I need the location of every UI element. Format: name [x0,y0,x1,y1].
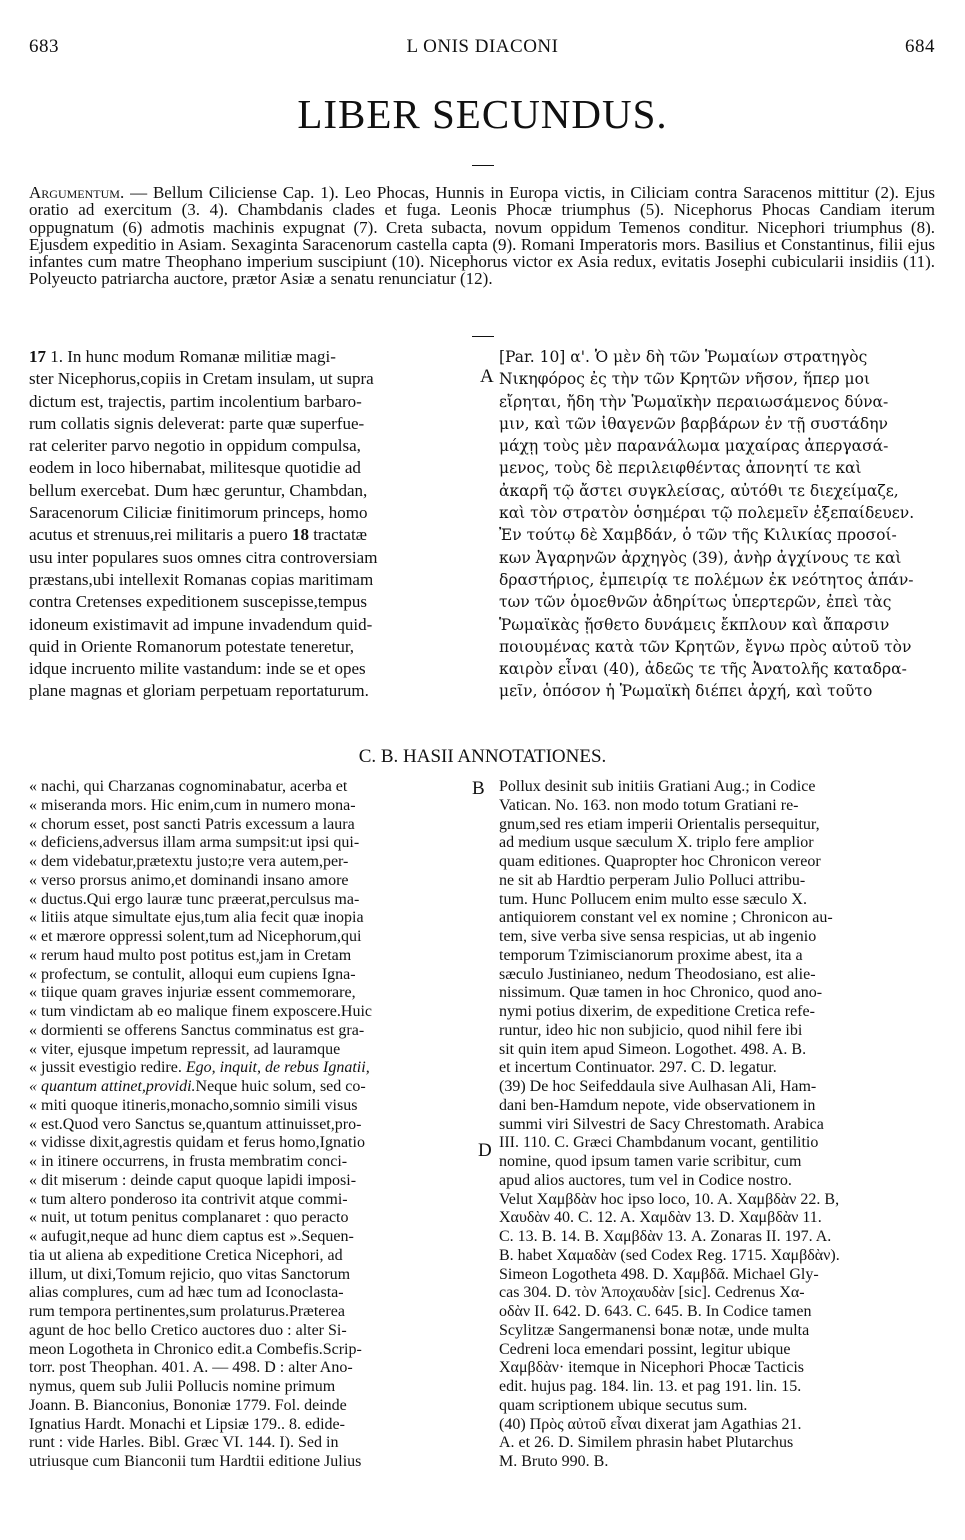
greek-line: καὶ τὸν στρατὸν ὁσημέραι τῷ πολεμεῖν ἐξεπαίδευεν. [499,504,915,523]
annotation-line: « viter, ejusque impetum repressit, ad lauramque [29,1040,341,1058]
annotation-line: « dormienti se offerens Sanctus comminatus est gra- [29,1021,365,1039]
annotation-line: M. Bruto 990. B. [499,1453,609,1470]
title-rule [472,165,494,166]
running-title: L ONIS DIACONI [406,36,559,57]
annotation-line: quam editiones. Quapropter hoc Chronicon vereor [499,853,821,870]
annotation-line: « rerum haud multo post potitus est,jam in Cretam [29,946,352,964]
annotation-line: quam scriptionem ubique secutus sum. [499,1396,748,1414]
greek-line: μάχῃ τοὺς μὲν παρανάλωμα μαχαίρας ἀπεργασά- [499,437,889,456]
greek-line: Ῥωμαϊκὰς ᾔσθετο δυνάμεις ἔκπλουν καὶ ἄπαρσιν [499,615,890,634]
annotation-line: « tiique quam graves injuriæ essent commemorare, [29,984,356,1002]
greek-line: ἀκαρῆ τῷ ἄστει συγκλείσας, αὐτόθι τε διεχείμαζε, [499,481,899,500]
annotation-line: apud alios auctores, tum vel in Codice nostro. [499,1171,792,1189]
annotation-line: « tum vindictam ab eo malique finem exposcere.Huic [29,1003,372,1020]
annotation-line: et incertum Continuator. 297. C. D. legatur. [499,1059,777,1077]
latin-line: 17 1. In hunc modum Romanæ militiæ magi- [29,347,336,366]
annotation-line: edit. hujus pag. 184. lin. 13. et pag 191. lin. 15. [499,1378,802,1395]
annotation-line: « nuit, ut totum penitus complanaret : quo peracto [29,1209,349,1227]
greek-text-column [499,346,935,703]
greek-line: εἴρηται, ἤδη τὴν Ῥωμαϊκὴν περαιωσάμενος δύνα- [499,392,889,411]
annotation-line: « in itinere occurrens, in frusta membratim conci- [29,1153,348,1170]
annotation-line: Ignatius Hardt. Monachi et Lipsiæ 179.. 8. edide- [29,1415,345,1433]
greek-line: μενος, τοὺς δὲ περιλειφθέντας ἀπονητί τε καὶ [499,459,862,478]
page-number-left: 683 [29,36,59,57]
latin-line: præstans,ubi intellexit Romanas copias maritimam [29,569,374,589]
greek-line: των τῶν ὁμοεθνῶν ἀδηρίτως ὑπερτερῶν, ἐπεὶ τὰς [499,593,892,612]
annotation-line: οδὰν II. 642. D. 643. C. 645. B. In Codice tamen [499,1303,812,1320]
annotation-line: runtur, ideo hic non subjicio, quod nihil fere ibi [499,1021,803,1039]
annotation-line: dani ben-Hamdum nepote, vide observationem in [499,1096,816,1114]
latin-text-column [29,346,469,703]
latin-line: idoneum existimavit ad impune invadendum quid- [29,614,373,634]
annotation-line: « ductus.Qui ergo lauræ tunc præerat,perculsus ma- [29,890,360,908]
annotation-line: « nachi, qui Charzanas cognominabatur, acerba et [29,778,348,795]
annotation-line: Vatican. No. 163. non modo totum Gratiani re- [499,796,799,814]
annotation-line: « vidisse dixit,agrestis quidam et ferus homo,Ignatio [29,1134,365,1152]
annotations-right-column [499,778,935,1472]
annotation-line: tia ut aliena ab expeditione Cretica Nicephori, ad [29,1246,343,1264]
greek-line: Ἐν τούτῳ δὲ Χαμβδάν, ὁ τῶν τῆς Κιλικίας προσοί- [499,526,897,545]
annotation-line: C. 13. B. 14. B. Χαμβδὰν 13. A. Zonaras II. 197. A. [499,1228,832,1245]
annotation-line: nymus, quem sub Julii Pollucis nomine primum [29,1378,336,1395]
annotation-line: tum. Hunc Pollucem enim multo esse sæculo X. [499,890,807,908]
argument-rule [472,336,494,337]
margin-marker-b: B [472,778,485,799]
annotation-line: (40) Πρὸς αὐτοῦ εἶναι dixerat jam Agathias 21. [499,1415,802,1433]
latin-line: plane magnas et gloriam perpetuam reportaturum. [29,681,369,701]
section-page-number: 17 [29,347,46,366]
annotation-line: (39) De hoc Seifeddaula sive Aulhasan Ali, Ham- [499,1078,817,1095]
annotation-line: « quantum attinet,providi.Neque huic solum, sed co- [29,1078,366,1095]
annotation-line: « tum altero ponderoso ita contrivit atque commi- [29,1190,348,1208]
greek-line: μιν, καὶ τῶν ἰθαγενῶν βαρβάρων ἐν τῇ συστάδην [499,414,888,433]
latin-line: rum collatis signis deleverat: parte quæ superfue- [29,413,365,433]
annotation-line: « chorum esset, post sancti Patris excessum a laura [29,815,355,833]
annotation-line: A. et 26. D. Similem phrasin habet Plutarchus [499,1434,794,1452]
annotation-line: runt : vide Harles. Bibl. Græc VI. 144. I). Sed in [29,1434,339,1452]
latin-line: bellum exercebat. Dum hæc geruntur, Chambdan, [29,480,368,500]
annotation-line: « et mærore oppressi solent,tum ad Nicephorum,qui [29,928,362,945]
annotation-line: Χαυδὰν 40. C. 12. A. Χαμδὰν 13. D. Χαμβδὰν 11. [499,1209,822,1227]
annotation-line: illum, ut dixi,Tomum rejicio, quo vitas Sanctorum [29,1265,351,1283]
annotation-line: « dit miserum : deinde caput quoque lapidi imposi- [29,1171,357,1189]
annotation-line: B. habet Χαμαδὰν (sed Codex Reg. 1715. Χαμβδὰν). [499,1246,840,1264]
annotation-line: Joann. B. Bianconius, Bononiæ 1779. Fol. deinde [29,1396,347,1414]
annotation-line: Scylitzæ Sangermanensi bonæ notæ, unde multa [499,1321,810,1339]
latin-line: acutus et strenuus,rei militaris a puero 18 tractatæ [29,525,368,545]
latin-line: ster Nicephorus,copiis in Cretam insulam, ut supra [29,369,374,389]
annotation-italic: Ego, inquit, de rebus Ignatii, [185,1059,370,1077]
annotation-line: Simeon Logotheta 498. D. Χαμβδᾶ. Michael Gly- [499,1265,819,1283]
latin-line: dictum est, trajectis, partim incolentium barbaro- [29,391,362,411]
annotation-line: « deficiens,adversus illam arma sumpsit:ut ipsi qui- [29,834,360,852]
annotation-line: nomine, quod ipsum tamen varie scribitur, cum [499,1153,802,1170]
annotation-line: rum tempora pertinentes,sum prolaturus.Præterea [29,1303,345,1320]
annotation-line: nymi potius dixerim, de expeditione Cretica refe- [499,1003,815,1020]
argument-text: — Bellum Ciliciense Cap. 1). Leo Phocas, Hunnis in Europa victis, in Ciliciam contra Saracenos mittitur (2). Ejus oratio ad exercitum (3. 4). Chambdanis clades et fuga. Leonis Phocæ triumphus (5). Nicephorus Phocas Candiam iterum oppugnatum (6) admotis machinis expugnat (7). Creta subacta, novum oppidum Temenos conditur. Nicephori triumphus (8). Ejusdem expeditio in Asiam. Sexaginta Saracenorum castella capta (9). Romani Imperatoris mors. Basilius et Constantinus, filii ejus infantes cum matre Theophano imperium suscipiunt (10). Nicephorus victor ex Asia redux, evitatis Josephi cubicularii insidiis (11). Polyeucto patriarcha auctore, prætor Asiæ a senatu renunciatur (12). [29,183,935,289]
greek-line: κων Ἀγαρηνῶν ἀρχηγὸς (39), ἀνὴρ ἀγχίνους τε καὶ [499,548,902,567]
annotations-title: C. B. HASII ANNOTATIONES. [358,746,607,767]
latin-line: usu inter populares suos omnes citra controversiam [29,547,378,567]
annotation-line: antiquiorem constant vel ex nomine ; Chronicon au- [499,909,833,927]
page-number-right: 684 [905,36,935,57]
annotation-line: « miseranda mors. Hic enim,cum in numero mona- [29,796,356,814]
annotation-line: torr. post Theophan. 401. A. — 498. D : alter Ano- [29,1359,353,1377]
annotation-line: Χαμβδὰν· itemque in Nicephori Phocæ Tacticis [499,1359,805,1377]
book-title: LIBER SECUNDUS. [297,91,668,137]
annotation-line: « litiis atque simultate ejus,tum alia fecit quæ inopia [29,909,364,927]
annotation-line: ne sit ab Hardtio perperam Julio Polluci attribu- [499,871,806,889]
annotation-line: « est.Quod vero Sanctus se,quantum attinuisset,pro- [29,1115,362,1133]
annotation-line: agunt de hoc bello Cretico auctores duo : alter Si- [29,1321,347,1339]
greek-line: [Par. 10] α'. Ὁ μὲν δὴ τῶν Ῥωμαίων στρατηγὸς [499,348,868,366]
annotation-line: Velut Χαμβδὰν hoc ipso loco, 10. A. Χαμβδὰν 22. B, [499,1190,840,1208]
annotation-line: « profectum, se contulit, alloqui eum cupiens Igna- [29,965,356,983]
annotation-line: « jussit evestigio redire. Ego, inquit, de rebus Ignatii, [29,1059,370,1077]
latin-line: contra Cretenses expeditionem suscepisse,tempus [29,592,368,612]
annotation-line: III. 110. C. Græci Chambdanum vocant, gentilitio [499,1134,819,1152]
annotation-line: nissimum. Quæ tamen in hoc Chronico, quod ano- [499,984,823,1002]
annotation-line: Cedreni loca emendari possint, legitur ubique [499,1340,791,1358]
annotation-line: cas 304. D. τὸν Ἀποχαυδὰν [sic]. Cedrenus Χα- [499,1284,805,1302]
annotation-line: « dem videbatur,prætextu justo;re vera autem,per- [29,853,349,870]
margin-marker-d: D [478,1140,492,1161]
argument-label: Argumentum. [29,183,125,202]
latin-line: idque incruento milite vastandum: inde se et opes [29,659,366,679]
greek-line: δραστήριος, ἐμπειρίᾳ τε πολέμων ἐκ νεότητος ἁπάν- [499,570,914,589]
annotation-line: tem, sive verba sive sensa respicias, ut ab ingenio [499,928,817,945]
latin-line: rat celeriter parvo negotio in oppidum compulsa, [29,436,361,456]
latin-line: Saracenorum Ciliciæ finitimorum princeps, homo [29,503,368,523]
annotation-line: ad medium usque sæculum X. triplo fere amplior [499,834,814,852]
annotation-line: summi viri Silvestri de Sacy Chrestomath. Arabica [499,1115,824,1133]
annotation-line: alias complures, cum ad hæc tum ad Iconoclasta- [29,1284,344,1302]
greek-line: καιρὸν εἶναι (40), ἀδεῶς τε τῆς Ἀνατολῆς καταδρα- [499,660,907,679]
inline-page-number: 18 [291,525,309,545]
greek-line: Νικηφόρος ἐς τὴν τῶν Κρητῶν νῆσον, ἥπερ μοι [499,370,871,389]
annotation-line: temporum Tzimiscianorum proxime abest, ita a [499,946,803,964]
annotation-line: Pollux desinit sub initiis Gratiani Aug.; in Codice [499,778,816,795]
section-number: 1. [50,347,63,366]
latin-line: quid in Oriente Romanorum potestate teneretur, [29,636,355,656]
annotation-line: « miti quoque itineris,monacho,somnio simili visus [29,1096,358,1114]
annotation-line: sæculo Justinianeo, nedum Theodosiano, est alie- [499,965,816,983]
annotation-line: gnum,sed res etiam imperii Orientalis persequitur, [499,815,820,833]
latin-line: eodem in loco hibernabat, militesque quotidie ad [29,458,361,478]
argument-summary [29,184,935,288]
annotation-line: utriusque cum Bianconii tum Hardtii editione Julius [29,1453,362,1470]
annotation-line: sit quin item apud Simeon. Logothet. 498. A. B. [499,1040,807,1058]
greek-line: μεῖν, ὁπόσον ἡ Ῥωμαϊκὴ διέπει ἀρχή, καὶ τοῦτο [499,682,873,701]
annotation-line: « verso prorsus animo,et dominandi insano amore [29,871,349,889]
margin-marker-a: A [480,366,494,387]
annotations-left-column [29,778,469,1472]
annotation-line: « aufugit,neque ad hunc diem captus est ».Sequen- [29,1228,354,1245]
annotation-line: meon Logotheta in Chronico edit.a Combefis.Scrip- [29,1340,362,1358]
greek-line: ποιουμένας κατὰ τῶν Κρητῶν, ἔγνω πρὸς αὐτοῦ τὸν [499,637,912,656]
